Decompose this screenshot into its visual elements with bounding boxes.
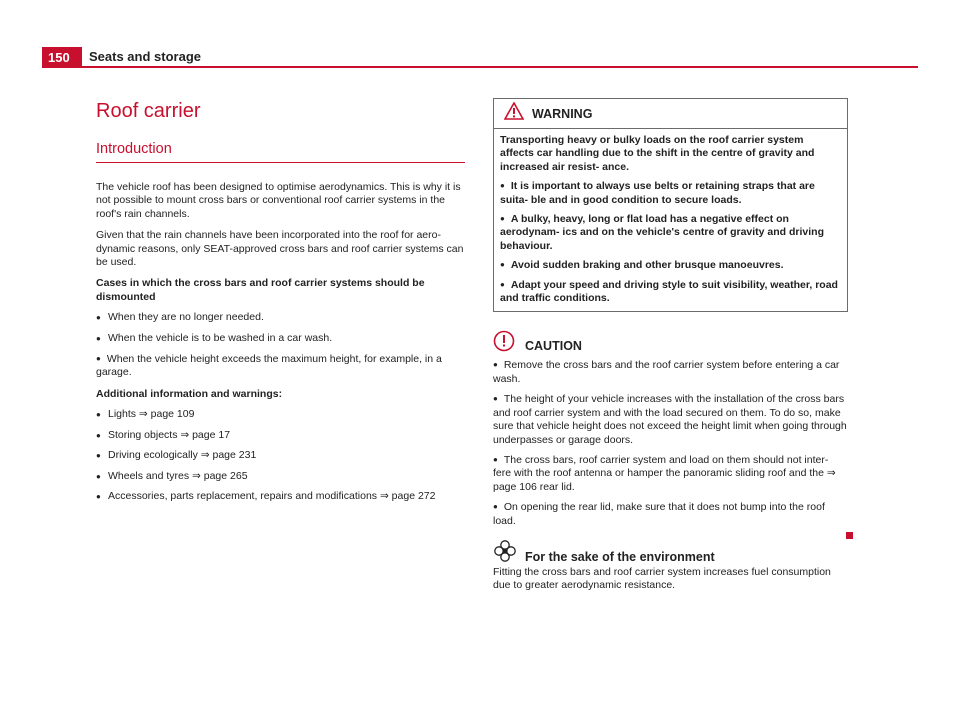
caution-body [493, 358, 848, 527]
page-number: 150 [42, 47, 82, 68]
warning-body [494, 129, 847, 311]
cross-reference-link[interactable]: ● Storing objects ⇒ page 17 [96, 429, 465, 442]
caution-item: ● The cross bars, roof carrier system and load on them should not inter- fere with the roof antenna or hamper the panoramic sliding roof and the ⇒ page 106 rear lid. [493, 453, 836, 493]
section-heading: Introduction [96, 141, 465, 163]
rain-channel-paragraph: Given that the rain channels have been incorporated into the roof for aero- dynamic reasons, only SEAT-approved cross bars and roof carrier systems can be used. [96, 229, 464, 269]
running-head: Seats and storage [89, 49, 201, 64]
cross-reference-link[interactable]: ● Wheels and tyres ⇒ page 265 [96, 470, 465, 483]
environment-text: Fitting the cross bars and roof carrier system increases fuel consumption due to greater aerodynamic resistance. [493, 565, 831, 592]
warning-item: ● Adapt your speed and driving style to suit visibility, weather, road and traffic conditions. [500, 278, 838, 305]
caution-header [493, 332, 848, 354]
caution-item: ● The height of your vehicle increases with the installation of the cross bars and roof carrier system and with the load secured on them. To do so, make sure that vehicle height does not exceed the height limit when going through underpasses or garage doors. [493, 393, 847, 446]
right-column [493, 98, 848, 593]
list-item: ● When the vehicle height exceeds the maximum height, for example, in a garage. [96, 353, 442, 379]
section-end-marker [846, 532, 853, 539]
list-item: ● When the vehicle is to be washed in a car wash. [96, 332, 465, 345]
environment-title: For the sake of the environment [525, 549, 715, 564]
caution-item: ● On opening the rear lid, make sure that it does not bump into the roof load. [493, 501, 825, 527]
page-title: Roof carrier [96, 100, 201, 122]
environment-flower-icon [493, 539, 517, 568]
environment-header [493, 542, 848, 566]
header-rule [82, 66, 918, 68]
warning-title: WARNING [532, 106, 593, 121]
intro-paragraph: The vehicle roof has been designed to optimise aerodynamics. This is why it is not possible to mount cross bars or conventional roof carrier systems in the roof's rain channels. [96, 181, 461, 220]
caution-exclamation-icon [493, 330, 515, 357]
warning-header [494, 99, 847, 129]
info-heading: Additional information and warnings: [96, 387, 283, 400]
caution-item: ● Remove the cross bars and the roof carrier system before entering a car wash. [493, 359, 840, 385]
list-item: ● When they are no longer needed. [96, 311, 465, 324]
cross-reference-link[interactable]: ● Accessories, parts replacement, repairs and modifications ⇒ page 272 [96, 490, 465, 503]
warning-intro: Transporting heavy or bulky loads on the roof carrier system affects car handling due to the shift in the centre of gravity and increased air resist- ance. [500, 134, 815, 173]
caution-title: CAUTION [525, 339, 582, 354]
cross-reference-link[interactable]: ● Driving ecologically ⇒ page 231 [96, 449, 465, 462]
warning-box [493, 98, 848, 312]
left-column [96, 98, 465, 503]
warning-item: ● It is important to always use belts or retaining straps that are suita- ble and in good condition to secure loads. [500, 180, 815, 206]
warning-item: ● Avoid sudden braking and other brusque manoeuvres. [500, 259, 784, 272]
cross-reference-link[interactable]: ● Lights ⇒ page 109 [96, 408, 465, 421]
warning-triangle-icon [504, 102, 524, 125]
dismount-heading: Cases in which the cross bars and roof carrier systems should be dismounted [96, 277, 425, 303]
warning-item: ● A bulky, heavy, long or flat load has a negative effect on aerodynam- ics and on the vehicle's centre of gravity and driving behaviour. [500, 213, 825, 252]
